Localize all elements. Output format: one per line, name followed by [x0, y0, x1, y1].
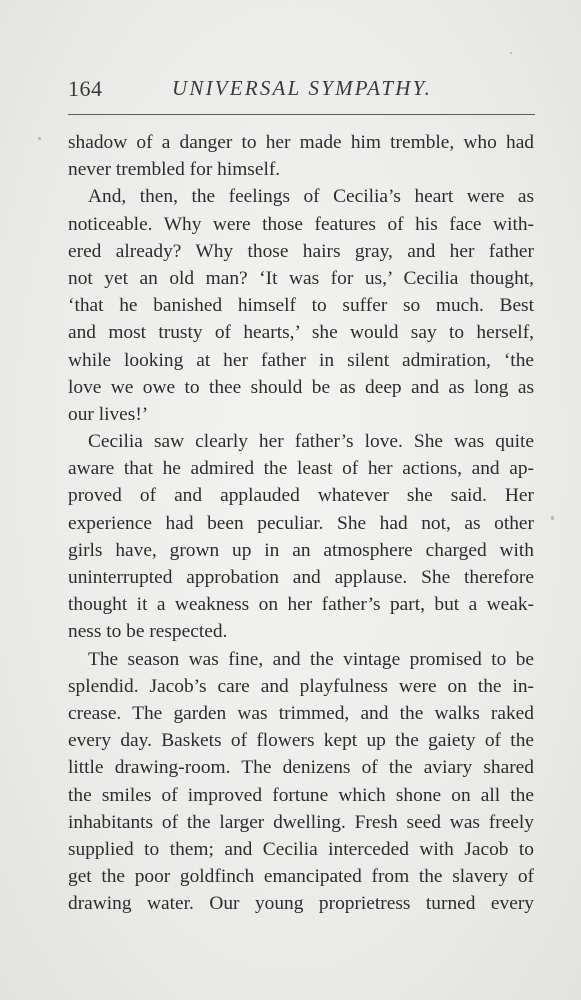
running-head [68, 72, 534, 106]
text-line: while looking at her father in silent admiration, ‘the [68, 349, 534, 371]
text-line: the smiles of improved fortune which shone on all the [68, 784, 534, 806]
text-line: thought it a weakness on her father’s part, but a weak- [68, 594, 534, 616]
text-line: girls have, grown up in an atmosphere charged with [68, 539, 534, 561]
text-line: crease. The garden was trimmed, and the walks raked [68, 702, 534, 724]
paper-speck [38, 137, 41, 140]
text-line: ered already? Why those hairs gray, and her father [68, 240, 534, 262]
text-line: noticeable. Why were those features of his face with- [68, 213, 534, 235]
text-line: never trembled for himself. [68, 159, 281, 181]
text-line: uninterrupted approbation and applause. She therefore [68, 567, 534, 588]
text-line: and most trusty of hearts,’ she would say to herself, [68, 322, 534, 344]
text-line: aware that he admired the least of her actions, and ap- [68, 458, 534, 480]
paper-speck [551, 516, 554, 520]
text-line: not yet an old man? ‘It was for us,’ Cecilia thought, [68, 267, 534, 289]
text-line: And, then, the feelings of Cecilia’s heart were as [88, 186, 534, 208]
header-rule [68, 114, 535, 115]
text-line: our lives!’ [68, 403, 149, 425]
text-line: love we owe to thee should be as deep and as long as [68, 376, 534, 398]
text-line: ness to be respected. [68, 621, 228, 643]
text-line: little drawing-room. The denizens of the aviary shared [68, 757, 534, 779]
running-title: UNIVERSAL SYMPATHY. [172, 76, 433, 100]
text-line: shadow of a danger to her made him tremble, who had [68, 132, 534, 153]
text-line: proved of and applauded whatever she said. Her [68, 485, 534, 507]
text-line: experience had been peculiar. She had not, as other [68, 512, 534, 534]
text-line: Cecilia saw clearly her father’s love. She was quite [88, 431, 534, 453]
text-line: drawing water. Our young proprietress turned every [68, 893, 534, 915]
text-line: supplied to them; and Cecilia interceded with Jacob to [68, 838, 534, 860]
text-line: ‘that he banished himself to suffer so much. Best [68, 295, 534, 317]
text-line: get the poor goldfinch emancipated from the slavery of [68, 866, 534, 888]
text-line: The season was fine, and the vintage promised to be [88, 648, 534, 670]
paper-speck [510, 52, 512, 54]
body-text [68, 129, 534, 917]
text-line: inhabitants of the larger dwelling. Fresh seed was freely [68, 811, 534, 833]
text-line: every day. Baskets of flowers kept up the gaiety of the [68, 730, 534, 752]
text-line: splendid. Jacob’s care and playfulness were on the in- [68, 675, 534, 697]
page-number: 164 [68, 76, 103, 101]
